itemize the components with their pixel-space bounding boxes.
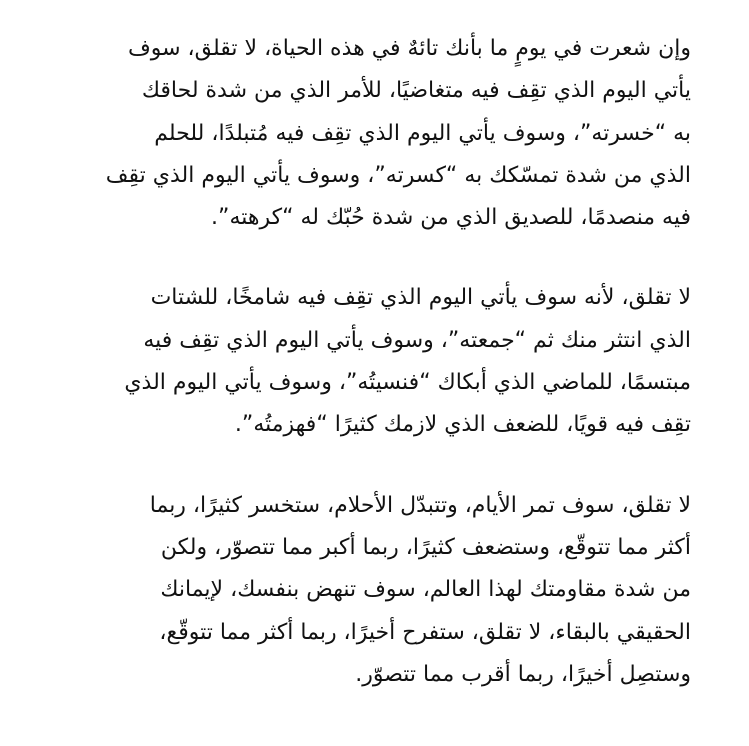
paragraph-spacer — [58, 447, 691, 485]
paragraph-2 — [58, 277, 691, 446]
text-line: الذي من شدة تمسّكك به “كسرته”، وسوف يأتي اليوم الذي تقِف — [105, 162, 691, 188]
text-line: فيه منصدمًا، للصديق الذي من شدة حُبّك له “كرهته”. — [211, 205, 691, 231]
paragraph-3 — [58, 485, 691, 696]
text-line: لا تقلق، سوف تمر الأيام، وتتبدّل الأحلام، ستخسر كثيرًا، ربما — [149, 492, 691, 518]
text-line: وإن شعرت في يومٍ ما بأنك تائهٌ في هذه الحياة، لا تقلق، سوف — [127, 36, 691, 61]
text-line: أكثر مما تتوقّع، وستضعف كثيرًا، ربما أكبر مما تتصوّر، ولكن — [160, 534, 691, 560]
text-line: الحقيقي بالبقاء، لا تقلق، ستفرح أخيرًا، ربما أكثر مما تتوقّع، — [159, 619, 691, 645]
text-line: تقِف فيه قويًا، للضعف الذي لازمك كثيرًا “فهزمتُه”. — [234, 412, 691, 438]
paragraph-spacer — [58, 239, 691, 277]
text-line: وستصِل أخيرًا، ربما أقرب مما تتصوّر. — [355, 661, 691, 687]
text-line: به “خسرته”، وسوف يأتي اليوم الذي تقِف فيه مُتبلدًا، للحلم — [154, 120, 691, 146]
text-line: يأتي اليوم الذي تقِف فيه متغاضيًا، للأمر الذي من شدة لحاقك — [141, 78, 691, 104]
text-line: من شدة مقاومتك لهذا العالم، سوف تنهض بنفسك، لإيمانك — [160, 577, 691, 603]
paragraph-1 — [58, 28, 691, 239]
text-line: لا تقلق، لأنه سوف يأتي اليوم الذي تقِف فيه شامخًا، للشتات — [150, 285, 691, 311]
text-line: مبتسمًا، للماضي الذي أبكاك “فنسيتُه”، وسوف يأتي اليوم الذي — [124, 370, 691, 396]
text-line: الذي انتثر منك ثم “جمعته”، وسوف يأتي اليوم الذي تقِف فيه — [143, 327, 691, 353]
